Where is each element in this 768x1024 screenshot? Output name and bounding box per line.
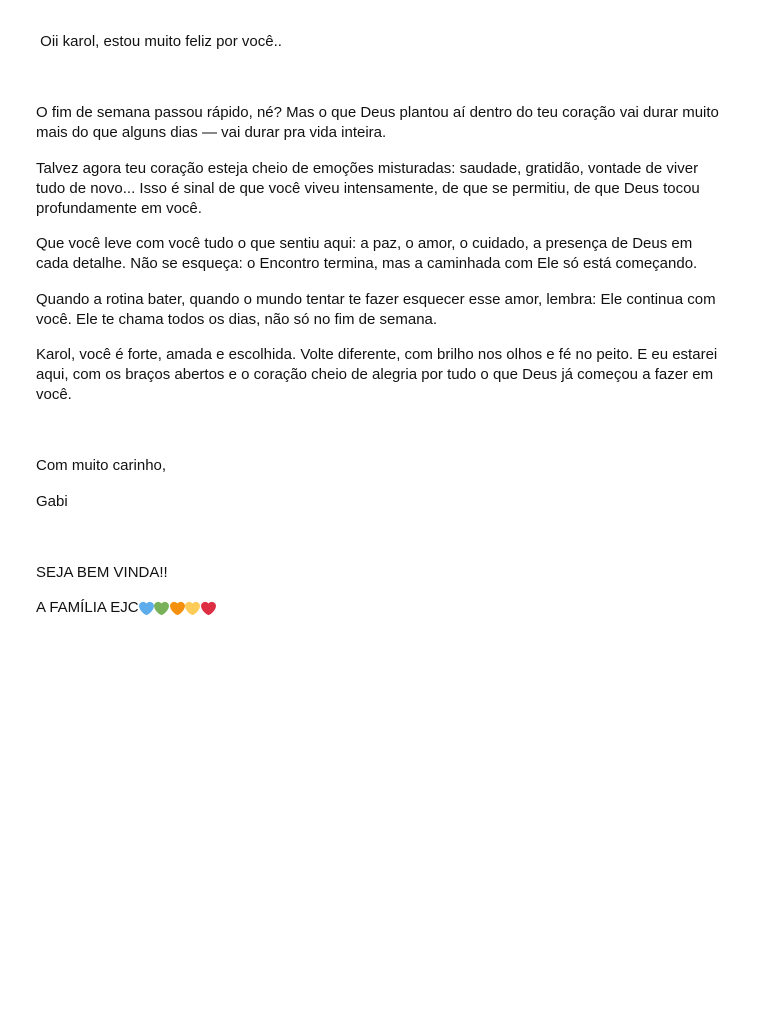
- letter-paragraph-2: Talvez agora teu coração esteja cheio de emoções misturadas: saudade, gratidão, vontade de viver tudo de novo... Isso é sinal de que você viveu intensamente, de que se permitiu, de que Deus tocou profundamente em você.: [36, 159, 700, 217]
- letter-paragraph-4: Quando a rotina bater, quando o mundo tentar te fazer esquecer esse amor, lembra: Ele continua com você. Ele te chama todos os dias, não só no fim de semana.: [36, 290, 716, 328]
- blue-heart-icon: [139, 601, 154, 616]
- welcome-line: SEJA BEM VINDA!!: [36, 563, 168, 581]
- family-label: A FAMÍLIA EJC: [36, 599, 139, 616]
- blank-line: [36, 527, 728, 563]
- letter-closing: Com muito carinho,: [36, 457, 167, 474]
- blank-line: [36, 421, 728, 457]
- hearts-row: [139, 601, 217, 616]
- letter-greeting: Oii karol, estou muito feliz por você..: [36, 33, 282, 50]
- orange-heart-icon: [170, 601, 185, 616]
- family-line: [36, 598, 728, 618]
- green-heart-icon: [154, 601, 169, 616]
- blank-line: [36, 68, 728, 104]
- yellow-heart-icon: [185, 601, 200, 616]
- red-heart-icon: [201, 601, 216, 616]
- letter-body: [36, 32, 728, 618]
- letter-signature: Gabi: [36, 492, 68, 510]
- letter-paragraph-5: Karol, você é forte, amada e escolhida. Volte diferente, com brilho nos olhos e fé no peito. E eu estarei aqui, com os braços abertos e o coração cheio de alegria por tudo o que Deus já começou a fazer em você.: [36, 346, 718, 403]
- letter-paragraph-3: Que você leve com você tudo o que sentiu aqui: a paz, o amor, o cuidado, a presença de Deus em cada detalhe. Não se esqueça: o Encontro termina, mas a caminhada com Ele só está começando.: [36, 235, 698, 272]
- letter-paragraph-1: O fim de semana passou rápido, né? Mas o que Deus plantou aí dentro do teu coração vai durar muito mais do que alguns dias — vai durar pra vida inteira.: [36, 104, 719, 141]
